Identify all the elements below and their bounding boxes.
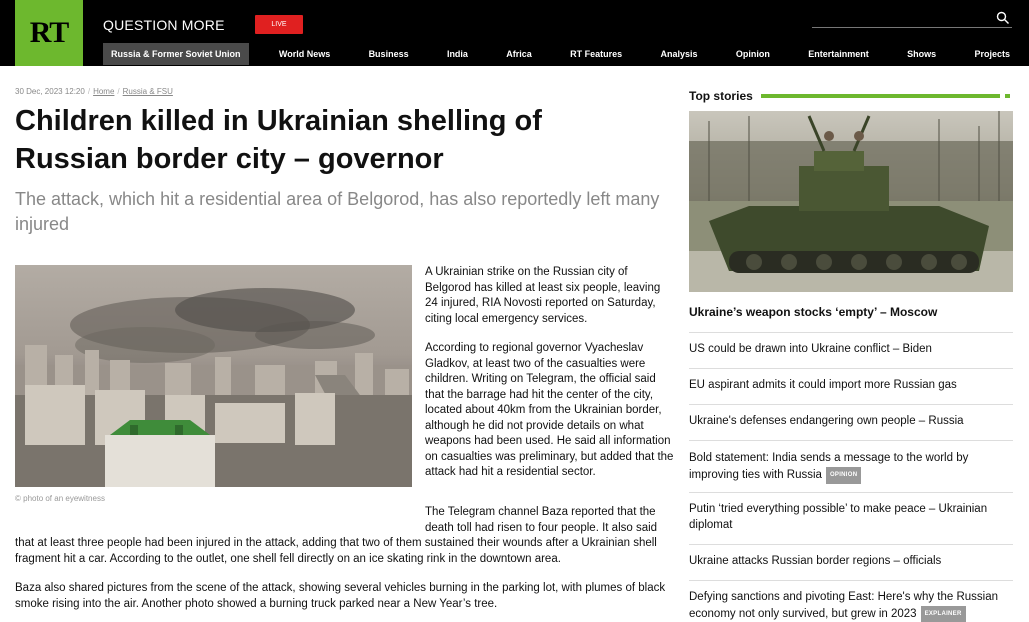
rt-logo[interactable] (15, 0, 83, 66)
breadcrumb-russia-fsu[interactable]: Russia & FSU (122, 87, 173, 96)
article-paragraph-1: A Ukrainian strike on the Russian city of Belgorod has killed at least six people, leaving 24 injured, RIA Novosti reported on Saturday, citing local emergency services. (425, 266, 661, 325)
search-bar[interactable] (812, 10, 1012, 28)
article-paragraph-3-start: The Telegram channel Baza reported that the death toll had risen to four people. It also said (425, 506, 658, 534)
main-nav (103, 43, 1018, 65)
breadcrumb-home[interactable]: Home (93, 87, 115, 96)
article-summary: The attack, which hit a residential area of Belgorod, has also reportedly left many injured (15, 189, 660, 234)
nav-item-entertainment[interactable]: Entertainment (808, 49, 869, 59)
top-stories-title: Top stories (689, 89, 753, 103)
nav-item-world-news[interactable]: World News (278, 49, 331, 59)
article-paragraph-4: Baza also shared pictures from the scene of the attack, showing several vehicles burning in the parking lot, with plumes of black smoke rising into the air. Another photo showed a burning truck parked near a New Year’s tree. (15, 582, 666, 610)
story-link-7[interactable] (689, 590, 1013, 622)
story-link-6[interactable]: Ukraine attacks Russian border regions – officials (689, 555, 942, 567)
logo-text: RT (29, 16, 69, 49)
article-paragraph-2: According to regional governor Vyacheslav Gladkov, at least two of the casualties were children. Writing on Telegram, the official said that the barrage had hit the center of the city, located about 40km from the Ukrainian border, although he did not provide details on what weapons had been used. He said all information on casualties was preliminary, but added that the attack had hit a residential sector. (425, 342, 674, 478)
search-input[interactable] (812, 12, 992, 28)
story-link-4-text: Bold statement: India sends a message to the world by improving ties with Russia (689, 452, 969, 481)
nav-item-projects[interactable]: Projects (974, 49, 1010, 59)
article-date: 30 Dec, 2023 12:20 (15, 87, 85, 96)
nav-item-africa[interactable]: Africa (506, 49, 532, 59)
city-smoke-image (15, 265, 412, 487)
nav-item-india[interactable]: India (446, 49, 468, 59)
explainer-badge: EXPLAINER (921, 606, 966, 622)
story-link-2[interactable]: EU aspirant admits it could import more Russian gas (689, 379, 957, 391)
top-stories-heading (689, 89, 1013, 103)
article-photo (15, 265, 412, 487)
search-icon[interactable] (996, 11, 1010, 25)
story-link-7-text: Defying sanctions and pivoting East: Here's why the Russian economy not only survived, but grew in 2023 (689, 591, 999, 620)
story-link-1[interactable]: US could be drawn into Ukraine conflict – Biden (689, 343, 932, 355)
story-link-5[interactable]: Putin ‘tried everything possible’ to make peace – Ukrainian diplomat (689, 503, 988, 531)
article-meta: 30 Dec, 2023 12:20 / Home / Russia & FSU (15, 87, 173, 96)
nav-item-shows[interactable]: Shows (907, 49, 937, 59)
article-paragraph-3-cont: that at least three people had been injured in the attack, adding that two of them sustained their wounds after a Ukrainian shell fragment hit a car. According to the outlet, one shell fell directly on an ice skating rink in the downtown area. (15, 537, 657, 565)
story-link-4[interactable] (689, 451, 1013, 484)
heading-accent-bar (761, 94, 1013, 98)
lead-story-image[interactable] (689, 111, 1013, 292)
nav-item-business[interactable]: Business (368, 49, 409, 59)
site-header (0, 0, 1029, 66)
tank-image (689, 111, 1013, 292)
nav-item-rt-features[interactable]: RT Features (570, 49, 623, 59)
story-link-3[interactable]: Ukraine's defenses endangering own people – Russia (689, 415, 964, 427)
nav-item-russia-fsu[interactable]: Russia & Former Soviet Union (103, 43, 249, 65)
nav-item-opinion[interactable]: Opinion (735, 49, 770, 59)
article-title: Children killed in Ukrainian shelling of Russian border city – governor (15, 105, 542, 175)
photo-caption: © photo of an eyewitness (15, 494, 105, 503)
opinion-badge: OPINION (826, 467, 861, 485)
slogan: QUESTION MORE (103, 17, 225, 33)
nav-item-analysis[interactable]: Analysis (660, 49, 698, 59)
lead-story-link[interactable]: Ukraine’s weapon stocks ‘empty’ – Moscow (689, 305, 938, 319)
live-button[interactable]: LIVE (255, 15, 303, 34)
